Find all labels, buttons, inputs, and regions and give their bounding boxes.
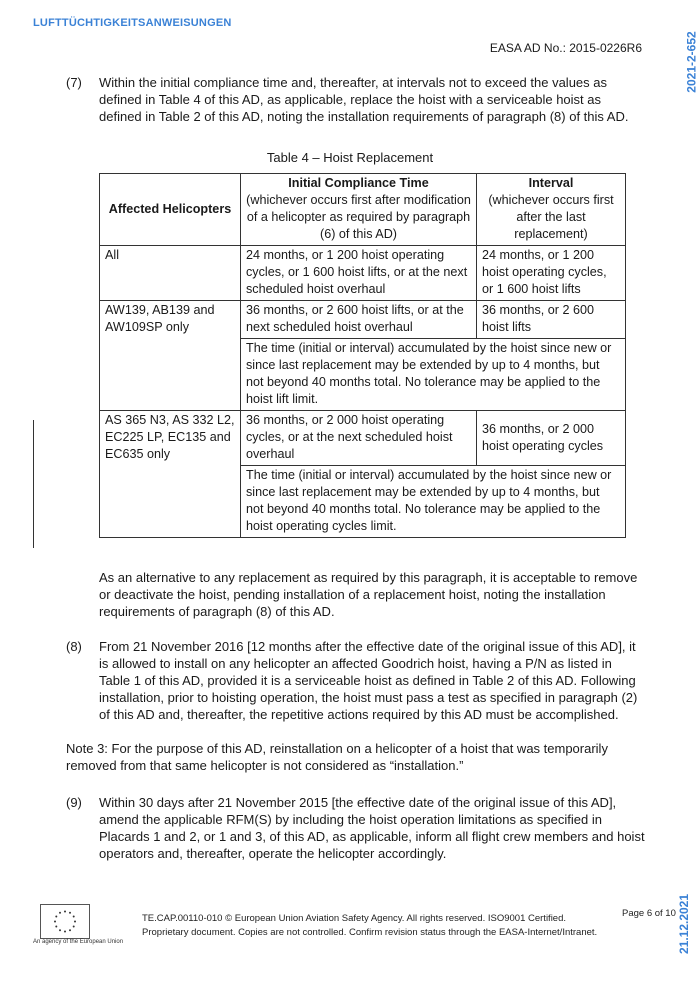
- cell-interval: 36 months, or 2 600 hoist lifts: [477, 301, 626, 339]
- paragraph-9: [66, 794, 646, 862]
- footer-line-2: Proprietary document. Copies are not controlled. Confirm revision status through the EASA-Internet/Intranet.: [142, 927, 598, 938]
- table-header-row: [100, 174, 626, 246]
- cell-helicopters: All: [100, 246, 241, 301]
- logo-caption: An agency of the European Union: [33, 939, 124, 945]
- alternative-paragraph: As an alternative to any replacement as required by this paragraph, it is acceptable to remove or deactivate the hoist, pending installation of a replacement hoist, noting the installation requirements of paragraph (8) of this AD.: [99, 570, 638, 619]
- paragraph-text: Within the initial compliance time and, thereafter, at intervals not to exceed the values as defined in Table 4 of this AD, as applicable, replace the hoist with a serviceable hoist as defined in Table 2 of this AD, noting the installation requirements of paragraph (8) of this AD.: [99, 75, 629, 124]
- paragraph-7: [66, 74, 646, 125]
- cell-helicopters: AS 365 N3, AS 332 L2, EC225 LP, EC135 and EC635 only: [100, 411, 241, 538]
- table-caption: Table 4 – Hoist Replacement: [266, 150, 434, 165]
- page-number: Page 6 of 10: [622, 908, 676, 919]
- paragraph-number: (7): [66, 75, 82, 90]
- cell-extension-note: The time (initial or interval) accumulated by the hoist since new or since last replacement may be extended by up to 4 months, but not beyond 40 months total. No tolerance may be applied to the hoist operating cycles limit.: [241, 466, 626, 538]
- cell-extension-note: The time (initial or interval) accumulated by the hoist since new or since last replacement may be extended by up to 4 months, but not beyond 40 months total. No tolerance may be applied to the hoist lift limit.: [241, 339, 626, 411]
- side-mark-top: 2021-2-652: [684, 31, 699, 93]
- ad-number: EASA AD No.: 2015-0226R6: [489, 41, 642, 55]
- cell-initial: 24 months, or 1 200 hoist operating cycles, or 1 600 hoist lifts, or at the next scheduled hoist overhaul: [241, 246, 477, 301]
- table-row: [100, 411, 626, 466]
- paragraph-text: From 21 November 2016 [12 months after the effective date of the original issue of this AD], it is allowed to install on any helicopter an affected Goodrich hoist, having a P/N as listed in Table 1 of this AD, provided it is a serviceable hoist as defined in Table 2 of this AD. Following installation, prior to hoisting operation, the hoist must pass a test as specified in paragraph (2) of this AD and, thereafter, the repetitive actions required by this AD must be accomplished.: [99, 639, 638, 722]
- header-affected-helicopters: Affected Helicopters: [100, 174, 241, 246]
- hoist-replacement-table: [99, 173, 626, 538]
- eu-flag-logo: [40, 904, 90, 939]
- header-initial-compliance: Initial Compliance Time (whichever occurs first after modification of a helicopter as required by paragraph (6) of this AD): [241, 174, 477, 246]
- footer-line-1: TE.CAP.00110-010 © European Union Aviation Safety Agency. All rights reserved. ISO9001 Certified.: [142, 913, 567, 924]
- eu-stars-icon: [41, 905, 89, 938]
- side-mark-bottom: 21.12.2021: [676, 893, 691, 955]
- header-interval: Interval (whichever occurs first after the last replacement): [477, 174, 626, 246]
- paragraph-text: Within 30 days after 21 November 2015 [the effective date of the original issue of this AD], amend the applicable RFM(S) by including the hoist operation limitations as specified in Placards 1 and 2, or 1 and 3, of this AD, as applicable, inform all flight crew members and hoist operators and, thereafter, operate the helicopter accordingly.: [99, 795, 645, 861]
- note-3: Note 3: For the purpose of this AD, reinstallation on a helicopter of a hoist that was temporarily removed from that same helicopter is not considered as “installation.”: [66, 741, 608, 773]
- cell-interval: 36 months, or 2 000 hoist operating cycles: [477, 411, 626, 466]
- document-category-label: LUFTTÜCHTIGKEITSANWEISUNGEN: [33, 17, 232, 29]
- cell-helicopters: AW139, AB139 and AW109SP only: [100, 301, 241, 411]
- cell-initial: 36 months, or 2 000 hoist operating cycles, or at the next scheduled hoist overhaul: [241, 411, 477, 466]
- cell-interval: 24 months, or 1 200 hoist operating cycles, or 1 600 hoist lifts: [477, 246, 626, 301]
- paragraph-number: (9): [66, 795, 82, 810]
- footer-text: [142, 912, 622, 940]
- paragraph-8: [66, 638, 646, 723]
- table-row: [100, 246, 626, 301]
- cell-initial: 36 months, or 2 600 hoist lifts, or at the next scheduled hoist overhaul: [241, 301, 477, 339]
- table-row: [100, 301, 626, 339]
- revision-bar: [33, 420, 34, 548]
- paragraph-number: (8): [66, 639, 82, 654]
